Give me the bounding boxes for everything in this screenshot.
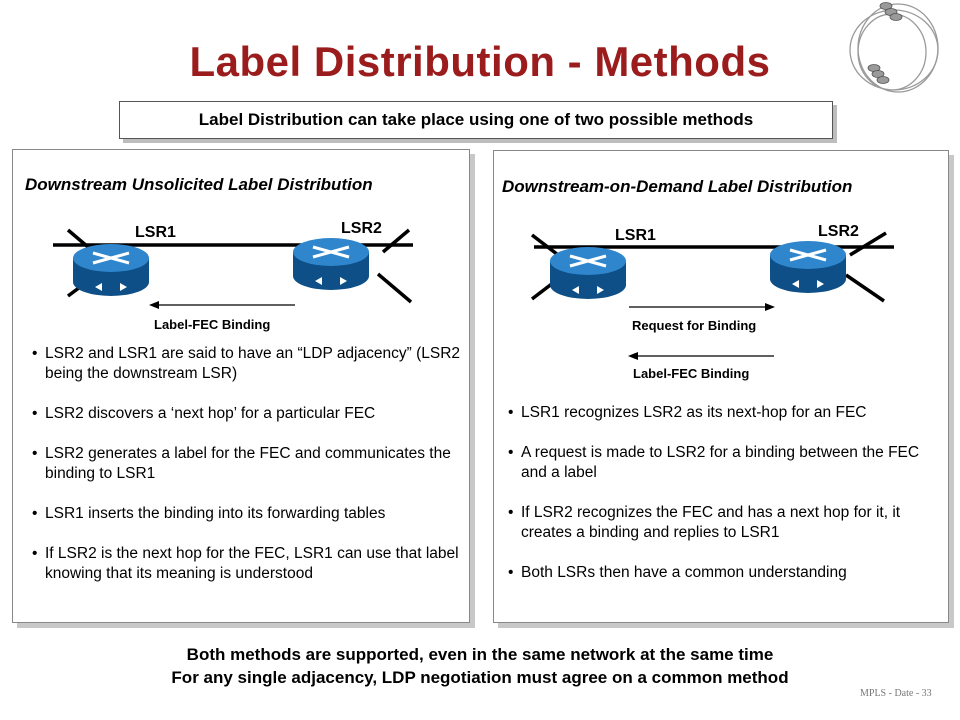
right-bullet-2: • A request is made to LSR2 for a binding between the FEC and a label xyxy=(508,443,944,483)
subtitle-box xyxy=(119,101,833,139)
right-bullet-3: • If LSR2 recognizes the FEC and has a next hop for it, it creates a binding and replies to LSR1 xyxy=(508,503,944,543)
left-lsr2-label: LSR2 xyxy=(341,220,382,237)
downstream-unsolicited-panel xyxy=(12,149,470,623)
left-label-fec-binding: Label-FEC Binding xyxy=(154,317,271,332)
right-request-for-binding: Request for Binding xyxy=(632,318,757,333)
lsr1-router-icon xyxy=(68,230,149,296)
page-title: Label Distribution - Methods xyxy=(189,38,771,85)
downstream-on-demand-panel xyxy=(493,150,949,623)
right-label-fec-binding: Label-FEC Binding xyxy=(633,366,750,381)
left-panel-title: Downstream Unsolicited Label Distribution xyxy=(25,175,373,194)
right-bullet-1: • LSR1 recognizes LSR2 as its next-hop for an FEC xyxy=(508,403,944,423)
left-bullet-list xyxy=(32,344,462,604)
left-bullet-4: • LSR1 inserts the binding into its forwarding tables xyxy=(32,504,462,524)
subtitle: Label Distribution can take place using one of two possible methods xyxy=(198,110,754,129)
left-topology-diagram xyxy=(13,150,469,340)
lsr2-router-icon xyxy=(293,230,411,302)
footer-line-1: Both methods are supported, even in the same network at the same time xyxy=(186,645,774,664)
right-topology-diagram xyxy=(494,151,948,391)
page-tag: MPLS - Date - 33 xyxy=(860,688,932,699)
footer-line-2: For any single adjacency, LDP negotiation must agree on a common method xyxy=(171,668,789,687)
left-bullet-2: • LSR2 discovers a ‘next hop’ for a particular FEC xyxy=(32,404,462,424)
right-bullet-4: • Both LSRs then have a common understanding xyxy=(508,563,944,583)
right-lsr1-label: LSR1 xyxy=(615,227,656,244)
left-bullet-1: • LSR2 and LSR1 are said to have an “LDP adjacency” (LSR2 being the downstream LSR) xyxy=(32,344,462,384)
left-lsr1-label: LSR1 xyxy=(135,224,176,241)
right-panel-title: Downstream-on-Demand Label Distribution xyxy=(502,177,853,196)
lsr2-router-icon xyxy=(770,233,886,301)
left-bullet-5: • If LSR2 is the next hop for the FEC, LSR1 can use that label knowing that its meaning is understood xyxy=(32,544,462,584)
lsr1-router-icon xyxy=(532,235,626,299)
right-bullet-list xyxy=(508,403,944,603)
right-lsr2-label: LSR2 xyxy=(818,223,859,240)
left-bullet-3: • LSR2 generates a label for the FEC and communicates the binding to LSR1 xyxy=(32,444,462,484)
